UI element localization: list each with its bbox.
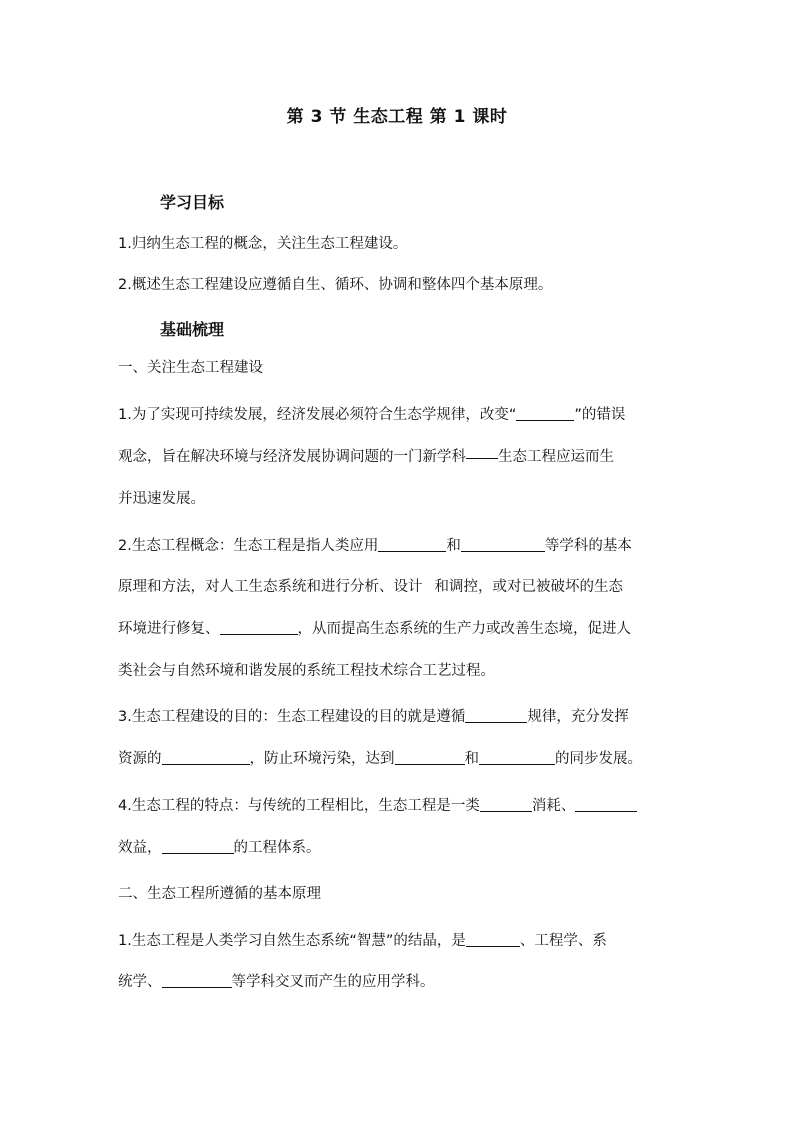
paragraph-5-line-2 <box>118 970 678 991</box>
text-segment: 的工程体系。 <box>233 840 321 856</box>
fill-blank <box>466 932 520 947</box>
text-segment: ”的错误 <box>574 407 626 423</box>
fill-blank <box>395 750 465 765</box>
basics-heading: 基础梳理 <box>160 320 225 339</box>
text-segment: 效益， <box>118 840 162 856</box>
fill-blank <box>461 537 545 552</box>
em-dash <box>466 449 498 459</box>
paragraph-4-line-1 <box>118 794 678 815</box>
fill-blank <box>162 839 234 854</box>
page-title: 第 3 节 生态工程 第 1 课时 <box>286 107 508 127</box>
text-segment: 3.生态工程建设的目的：生态工程建设的目的就是遵循 <box>118 709 466 725</box>
text-segment: 和调控，或对已被破坏的生态 <box>434 579 623 595</box>
fill-blank <box>465 708 527 723</box>
fill-blank <box>480 797 532 812</box>
text-segment: 生态工程应运而生 <box>498 449 614 465</box>
text-segment: 1.为了实现可持续发展，经济发展必须符合生态学规律，改变“ <box>118 407 517 423</box>
fill-blank <box>162 750 250 765</box>
objectives-heading: 学习目标 <box>160 193 225 212</box>
paragraph-3-line-1 <box>118 705 678 726</box>
paragraph-2-line-2 <box>118 575 678 596</box>
text-segment: 环境进行修复、 <box>118 621 220 637</box>
text-segment: 等学科交叉而产生的应用学科。 <box>231 974 435 990</box>
text-segment: 4.生态工程的特点：与传统的工程相比，生态工程是一类 <box>118 798 480 814</box>
paragraph-2-line-1 <box>118 534 678 555</box>
text-segment: 1.生态工程是人类学习自然生态系统“智慧”的结晶，是 <box>118 933 466 949</box>
text-segment: 消耗、 <box>531 798 576 814</box>
fill-blank <box>479 750 555 765</box>
text-segment: 等学科的基本 <box>544 538 632 554</box>
fill-blank <box>575 797 637 812</box>
text-segment: 和 <box>464 751 479 767</box>
text-segment: 的同步发展。 <box>555 751 642 767</box>
fill-blank <box>516 406 574 421</box>
paragraph-5-line-1 <box>118 929 678 950</box>
objective-1: 1.归纳生态工程的概念，关注生态工程建设。 <box>118 236 408 252</box>
text-segment: ，防止环境污染，达到 <box>249 751 395 767</box>
text-segment: 和 <box>446 538 461 554</box>
paragraph-2-line-4: 类社会与自然环境和谐发展的系统工程技术综合工艺过程。 <box>118 663 495 679</box>
paragraph-1-line-2 <box>118 445 678 466</box>
fill-blank <box>162 973 232 988</box>
text-segment: 2.生态工程概念：生态工程是指人类应用 <box>118 538 379 554</box>
text-segment: 统学、 <box>118 974 162 990</box>
objective-2: 2.概述生态工程建设应遵循自生、循环、协调和整体四个基本原理。 <box>118 277 553 293</box>
part1-heading: 一、关注生态工程建设 <box>118 360 263 376</box>
text-segment: 资源的 <box>118 751 162 767</box>
paragraph-1-line-1 <box>118 403 678 424</box>
fill-blank <box>378 537 446 552</box>
text-segment: 规律，充分发挥 <box>527 709 629 725</box>
text-segment: 观念，旨在解决环境与经济发展协调问题的一门新学科 <box>118 449 466 465</box>
text-segment: 原理和方法，对人工生态系统和进行分析、设计 <box>118 579 423 595</box>
paragraph-4-line-2 <box>118 836 678 857</box>
text-segment: 、工程学、系 <box>519 933 607 949</box>
part2-heading: 二、生态工程所遵循的基本原理 <box>118 886 321 902</box>
fill-blank <box>220 620 298 635</box>
paragraph-2-line-3 <box>118 617 678 638</box>
paragraph-3-line-2 <box>118 747 678 768</box>
paragraph-1-line-3: 并迅速发展。 <box>118 491 205 507</box>
text-segment: ，从而提高生态系统的生产力或改善生态境，促进人 <box>297 621 631 637</box>
